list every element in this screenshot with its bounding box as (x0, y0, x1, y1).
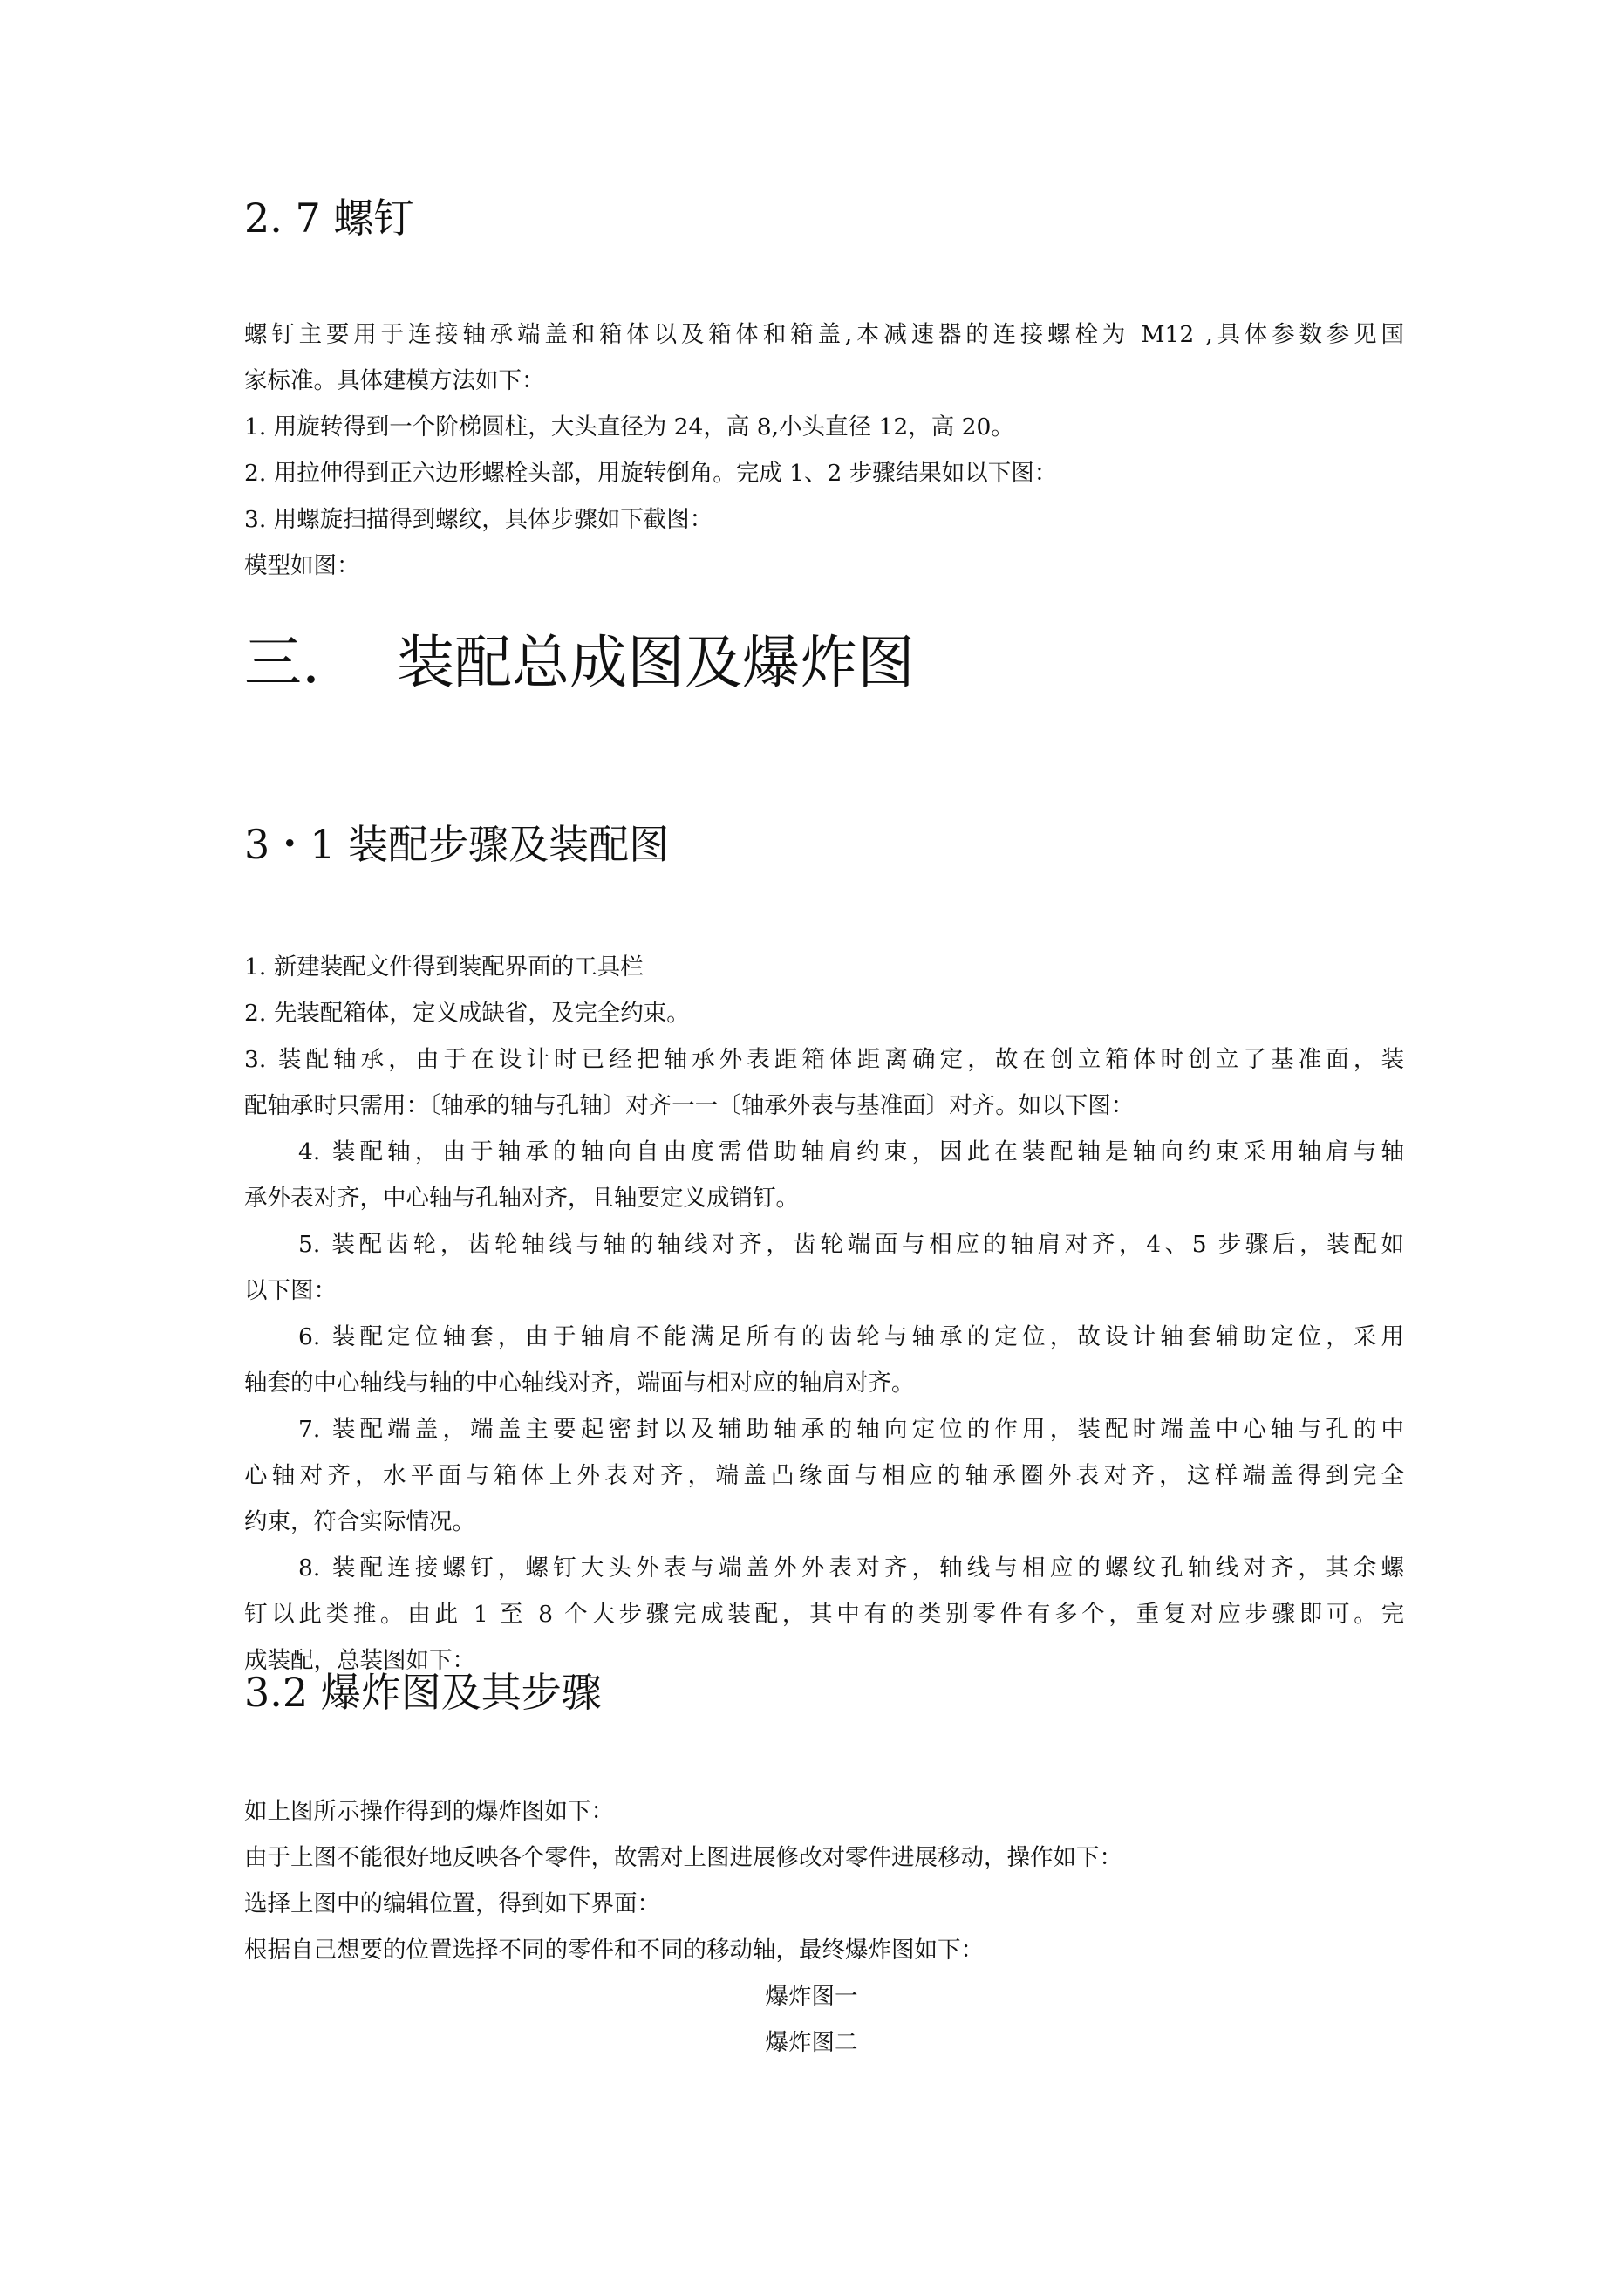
paragraph-line: 选择上图中的编辑位置，得到如下界面： (244, 1890, 660, 1917)
paragraph-line: 约束，符合实际情况。 (244, 1508, 475, 1535)
paragraph-line: 承外表对齐，中心轴与孔轴对齐，且轴要定义成销钉。 (244, 1185, 799, 1212)
paragraph-line: 根据自己想要的位置选择不同的零件和不同的移动轴，最终爆炸图如下： (244, 1937, 984, 1964)
list-item: 1. 用旋转得到一个阶梯圆柱，大头直径为 24，高 8,小头直径 12，高 20。 (244, 413, 1014, 441)
paragraph-line: 配轴承时只需用：〔轴承的轴与孔轴〕对齐一一〔轴承外表与基准面〕对齐。如以下图： (244, 1092, 1135, 1119)
list-item: 8. 装配连接螺钉，螺钉大头外表与端盖外外表对齐，轴线与相应的螺纹孔轴线对齐，其余螺 (298, 1555, 1404, 1582)
section-3-1-heading: 3・1 装配步骤及装配图 (244, 821, 670, 868)
list-item: 6. 装配定位轴套，由于轴肩不能满足所有的齿轮与轴承的定位，故设计轴套辅助定位，采用 (298, 1323, 1404, 1350)
paragraph-line: 以下图： (244, 1277, 337, 1304)
section-2-7-body (244, 311, 1404, 589)
list-item: 2. 用拉伸得到正六边形螺栓头部，用旋转倒角。完成 1、2 步骤结果如以下图： (244, 460, 1058, 487)
section-3-2-body (244, 1788, 1404, 1973)
figure-caption: 爆炸图一 (765, 1983, 858, 2010)
paragraph-line: 螺钉主要用于连接轴承端盖和箱体以及箱体和箱盖,本减速器的连接螺栓为 M12 ,具体参数参见国 (244, 321, 1404, 348)
paragraph-line: 由于上图不能很好地反映各个零件，故需对上图进展修改对零件进展移动，操作如下： (244, 1844, 1122, 1871)
section-3-1-body (244, 944, 1404, 1684)
chapter-3-heading (244, 628, 1404, 698)
chapter-title: 装配总成图及爆炸图 (396, 629, 915, 696)
list-item: 1. 新建装配文件得到装配界面的工具栏 (244, 953, 644, 981)
list-item: 3. 用螺旋扫描得到螺纹，具体步骤如下截图： (244, 506, 713, 533)
paragraph-line: 成装配，总装图如下： (244, 1647, 475, 1674)
list-item: 5. 装配齿轮，齿轮轴线与轴的轴线对齐，齿轮端面与相应的轴肩对齐，4、5 步骤后，装配如 (298, 1231, 1404, 1258)
paragraph-line: 心轴对齐，水平面与箱体上外表对齐，端盖凸缘面与相应的轴承圈外表对齐，这样端盖得到完全 (244, 1462, 1404, 1489)
paragraph-line: 如上图所示操作得到的爆炸图如下： (244, 1798, 614, 1825)
section-3-2-heading: 3.2 爆炸图及其步骤 (244, 1669, 602, 1716)
list-item: 2. 先装配箱体，定义成缺省，及完全约束。 (244, 1000, 690, 1027)
list-item: 3. 装配轴承，由于在设计时已经把轴承外表距箱体距离确定，故在创立箱体时创立了基准面，装 (244, 1046, 1404, 1073)
chapter-number: 三. (244, 629, 320, 696)
paragraph-line: 钉以此类推。由此 1 至 8 个大步骤完成装配，其中有的类别零件有多个，重复对应步骤即可。完 (244, 1601, 1404, 1628)
paragraph-line: 轴套的中心轴线与轴的中心轴线对齐，端面与相对应的轴肩对齐。 (244, 1370, 915, 1397)
figure-caption: 爆炸图二 (765, 2029, 858, 2056)
list-item: 4. 装配轴，由于轴承的轴向自由度需借助轴肩约束，因此在装配轴是轴向约束采用轴肩与轴 (298, 1138, 1404, 1165)
section-2-7-heading: 2. 7 螺钉 (244, 195, 414, 242)
list-item: 7. 装配端盖，端盖主要起密封以及辅助轴承的轴向定位的作用，装配时端盖中心轴与孔的中 (298, 1416, 1404, 1443)
paragraph-line: 家标准。具体建模方法如下： (244, 367, 545, 394)
paragraph-line: 模型如图： (244, 552, 360, 579)
